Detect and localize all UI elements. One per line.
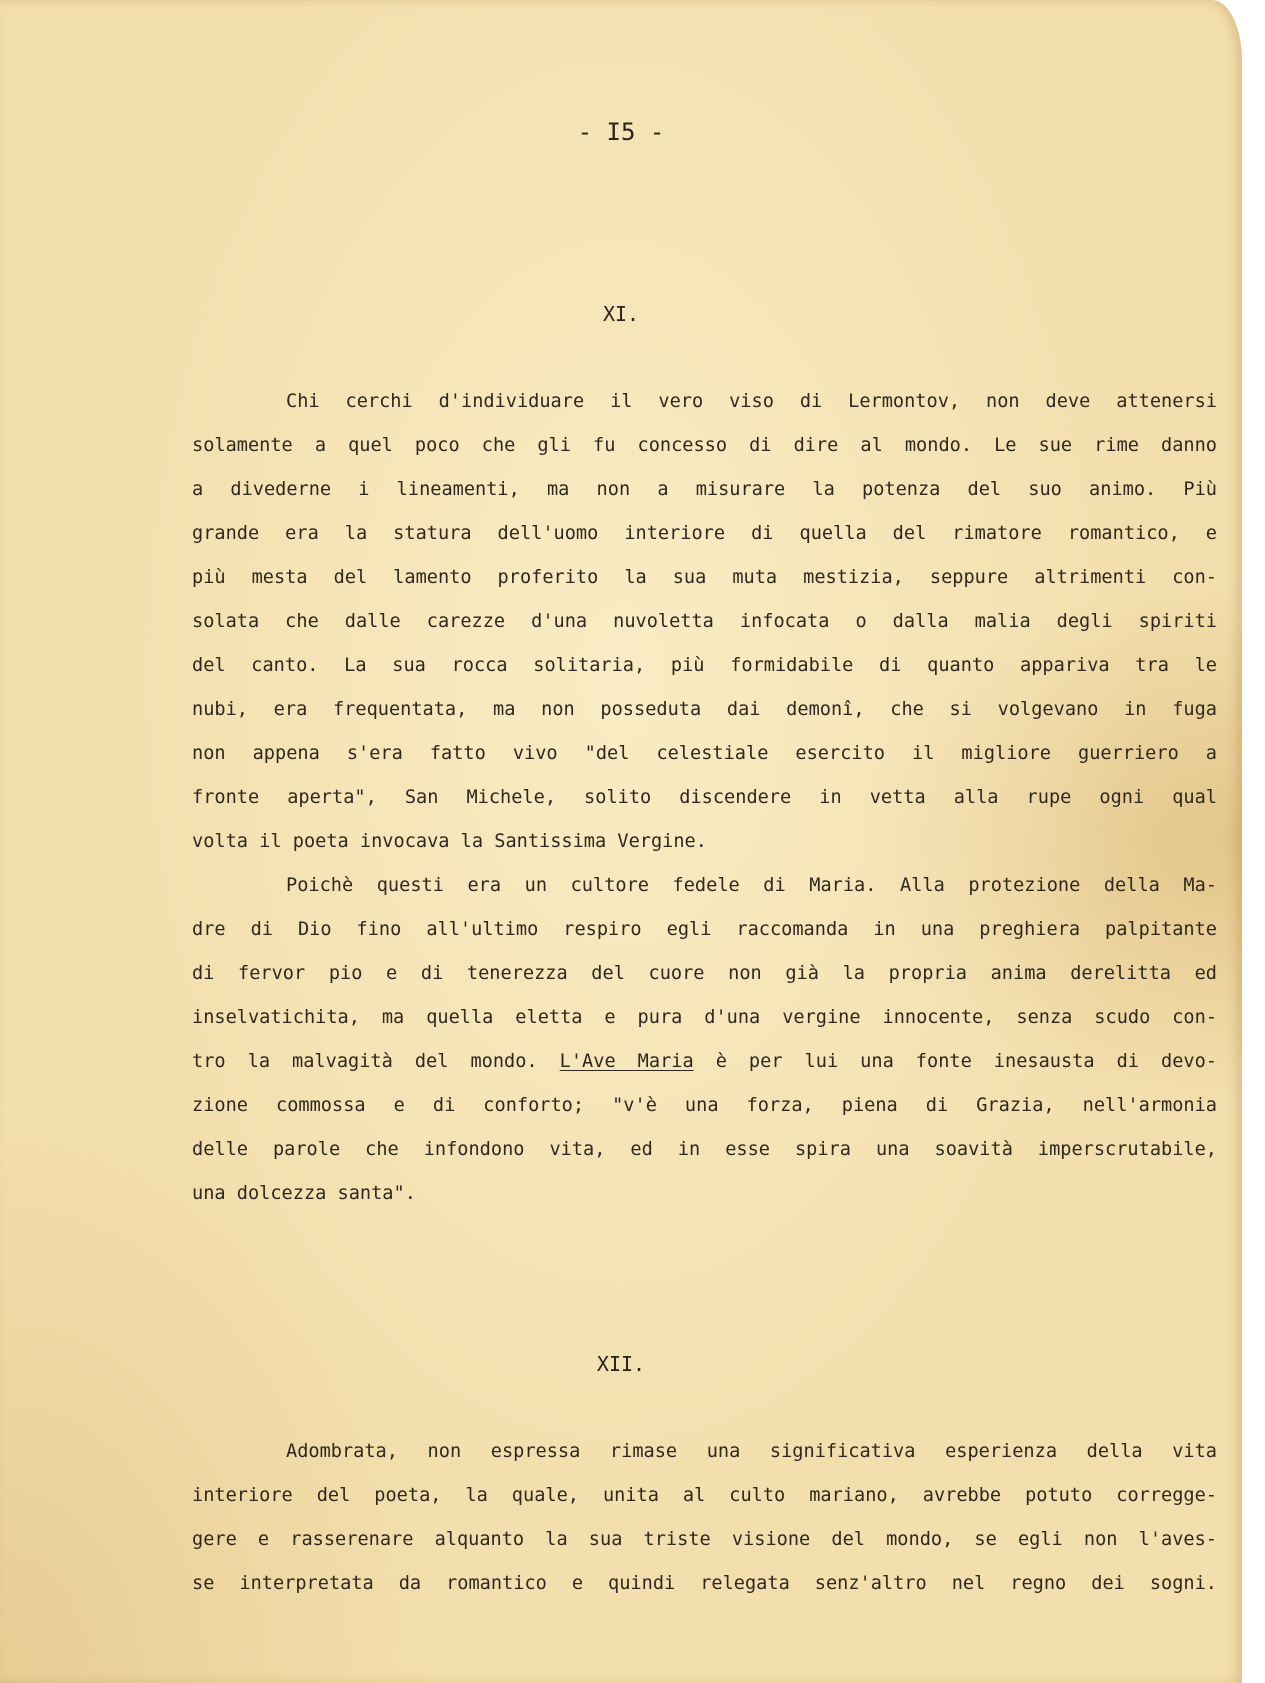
text-line: se interpretata da romantico e quindi relegata senz'altro nel regno dei sogni. (192, 1573, 1217, 1594)
text-line: di fervor pio e di tenerezza del cuore non già la propria anima derelitta ed (192, 963, 1217, 984)
paragraph-xi-1 (192, 380, 1217, 864)
text-line: interiore del poeta, la quale, unita al culto mariano, avrebbe potuto corregge- (192, 1485, 1217, 1506)
text-line: del canto. La sua rocca solitaria, più formidabile di quanto appariva tra le (192, 655, 1217, 676)
text-line: grande era la statura dell'uomo interiore di quella del rimatore romantico, e (192, 523, 1217, 544)
text-line: Adombrata, non espressa rimase una significativa esperienza della vita (286, 1441, 1217, 1462)
text-line: zione commossa e di conforto; "v'è una forza, piena di Grazia, nell'armonia (192, 1095, 1217, 1116)
text-line: inselvatichita, ma quella eletta e pura d'una vergine innocente, senza scudo con- (192, 1007, 1217, 1028)
section-heading-xi: XI. (602, 302, 640, 326)
text-segment: è per lui una fonte inesausta di devo- (715, 1051, 1217, 1072)
text-line: dre di Dio fino all'ultimo respiro egli raccomanda in una preghiera palpitante (192, 919, 1217, 940)
text-line: solata che dalle carezze d'una nuvoletta infocata o dalla malia degli spiriti (192, 611, 1217, 632)
text-line: solamente a quel poco che gli fu concesso di dire al mondo. Le sue rime danno (192, 435, 1217, 456)
text-line: non appena s'era fatto vivo "del celestiale esercito il migliore guerriero a (192, 743, 1217, 764)
text-line: Poichè questi era un cultore fedele di Maria. Alla protezione della Ma- (286, 875, 1217, 896)
text-line: più mesta del lamento proferito la sua muta mestizia, seppure altrimenti con- (192, 567, 1217, 588)
text-line: una dolcezza santa". (192, 1183, 416, 1204)
underlined-ave-maria: L'Ave Maria (559, 1051, 694, 1072)
text-line: Chi cerchi d'individuare il vero viso di Lermontov, non deve attenersi (286, 391, 1217, 412)
paragraph-xii-1 (192, 1430, 1217, 1606)
text-line: a divederne i lineamenti, ma non a misurare la potenza del suo animo. Più (192, 479, 1217, 500)
paragraph-xi-2 (192, 864, 1217, 1216)
text-line: gere e rasserenare alquanto la sua triste visione del mondo, se egli non l'aves- (192, 1529, 1217, 1550)
text-line: volta il poeta invocava la Santissima Vergine. (192, 831, 707, 852)
text-line: fronte aperta", San Michele, solito discendere in vetta alla rupe ogni qual (192, 787, 1217, 808)
text-line-with-underline (192, 1040, 1217, 1084)
text-line: nubi, era frequentata, ma non posseduta dai demonî, che si volgevano in fuga (192, 699, 1217, 720)
section-heading-xii: XII. (596, 1352, 646, 1376)
text-line: delle parole che infondono vita, ed in esse spira una soavità imperscrutabile, (192, 1139, 1217, 1160)
text-segment: tro la malvagità del mondo. (192, 1051, 538, 1072)
page-number: - I5 - (577, 118, 665, 146)
